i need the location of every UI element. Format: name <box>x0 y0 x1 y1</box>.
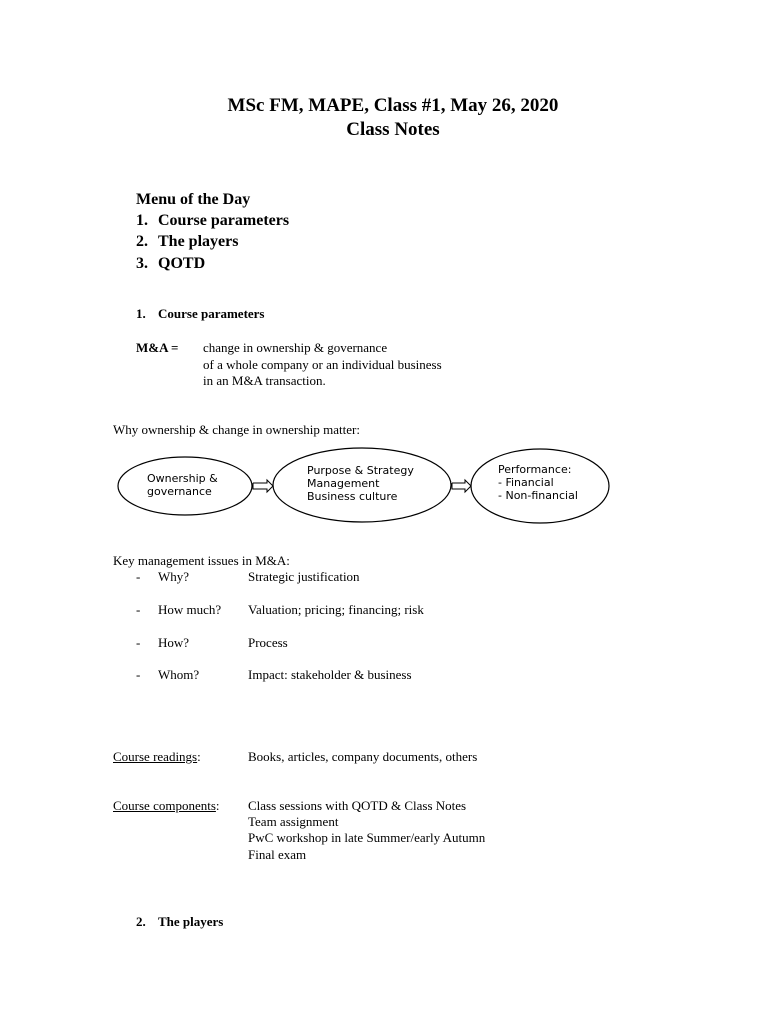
course-component-item: Class sessions with QOTD & Class Notes <box>248 798 467 813</box>
section-title: The players <box>158 914 224 929</box>
diagram-label: - Financial <box>498 476 554 489</box>
key-issue-answer: Process <box>248 635 288 650</box>
key-issue-bullet: - <box>136 667 141 682</box>
ma-definition-line: in an M&A transaction. <box>203 373 326 388</box>
course-component-item: Final exam <box>248 847 307 862</box>
diagram-label: governance <box>147 485 212 498</box>
menu-heading: Menu of the Day <box>136 191 251 208</box>
diagram-arrow-2 <box>452 480 471 492</box>
diagram-node-ownership-text <box>147 472 218 498</box>
menu-item-label: Course parameters <box>158 212 290 229</box>
label-colon: : <box>197 749 201 764</box>
key-issue-bullet: - <box>136 569 141 584</box>
diagram-node-strategy-text <box>307 464 414 503</box>
why-ownership-text: Why ownership & change in ownership matter: <box>113 422 360 437</box>
ma-definition-line: of a whole company or an individual business <box>203 357 442 372</box>
ma-definition-line: change in ownership & governance <box>203 340 388 355</box>
label-colon: : <box>215 798 220 813</box>
diagram-label: Performance: <box>498 463 572 476</box>
key-issue-answer: Valuation; pricing; financing; risk <box>248 602 424 617</box>
key-issue-bullet: - <box>136 635 141 650</box>
course-component-item: PwC workshop in late Summer/early Autumn <box>248 830 486 845</box>
menu-item-label: QOTD <box>158 255 206 272</box>
course-readings-label-text: Course readings <box>113 749 198 764</box>
menu-item-number: 1. <box>136 212 148 229</box>
key-issue-question: Why? <box>158 569 190 584</box>
course-readings-value: Books, articles, company documents, others <box>248 749 478 764</box>
section-number: 1. <box>136 306 146 321</box>
diagram-node-performance-text <box>498 463 578 502</box>
menu-item-label: The players <box>158 233 239 250</box>
key-issue-answer: Strategic justification <box>248 569 360 584</box>
course-components-label-text: Course components <box>113 798 216 813</box>
section-number: 2. <box>136 914 146 929</box>
diagram-label: Business culture <box>307 490 398 503</box>
key-issue-question: How? <box>158 635 190 650</box>
key-issues-heading: Key management issues in M&A: <box>113 553 290 568</box>
course-components-label <box>113 798 220 814</box>
menu-item-number: 2. <box>136 233 148 250</box>
menu-item-number: 3. <box>136 255 148 272</box>
key-issue-bullet: - <box>136 602 141 617</box>
key-issue-question: How much? <box>158 602 222 617</box>
key-issue-question: Whom? <box>158 667 200 682</box>
ma-term: M&A = <box>136 340 179 355</box>
page-subtitle: Class Notes <box>346 119 440 140</box>
course-component-item: Team assignment <box>248 814 339 829</box>
section-heading-the-players <box>136 914 223 930</box>
diagram-label: Ownership & <box>147 472 218 485</box>
course-readings-label <box>113 749 201 765</box>
diagram-arrow-1 <box>253 480 273 492</box>
diagram-label: Purpose & Strategy <box>307 464 414 477</box>
section-title: Course parameters <box>158 306 265 321</box>
diagram-label: Management <box>307 477 380 490</box>
key-issue-answer: Impact: stakeholder & business <box>248 667 412 682</box>
page-title: MSc FM, MAPE, Class #1, May 26, 2020 <box>227 95 559 116</box>
diagram-label: - Non-financial <box>498 489 578 502</box>
